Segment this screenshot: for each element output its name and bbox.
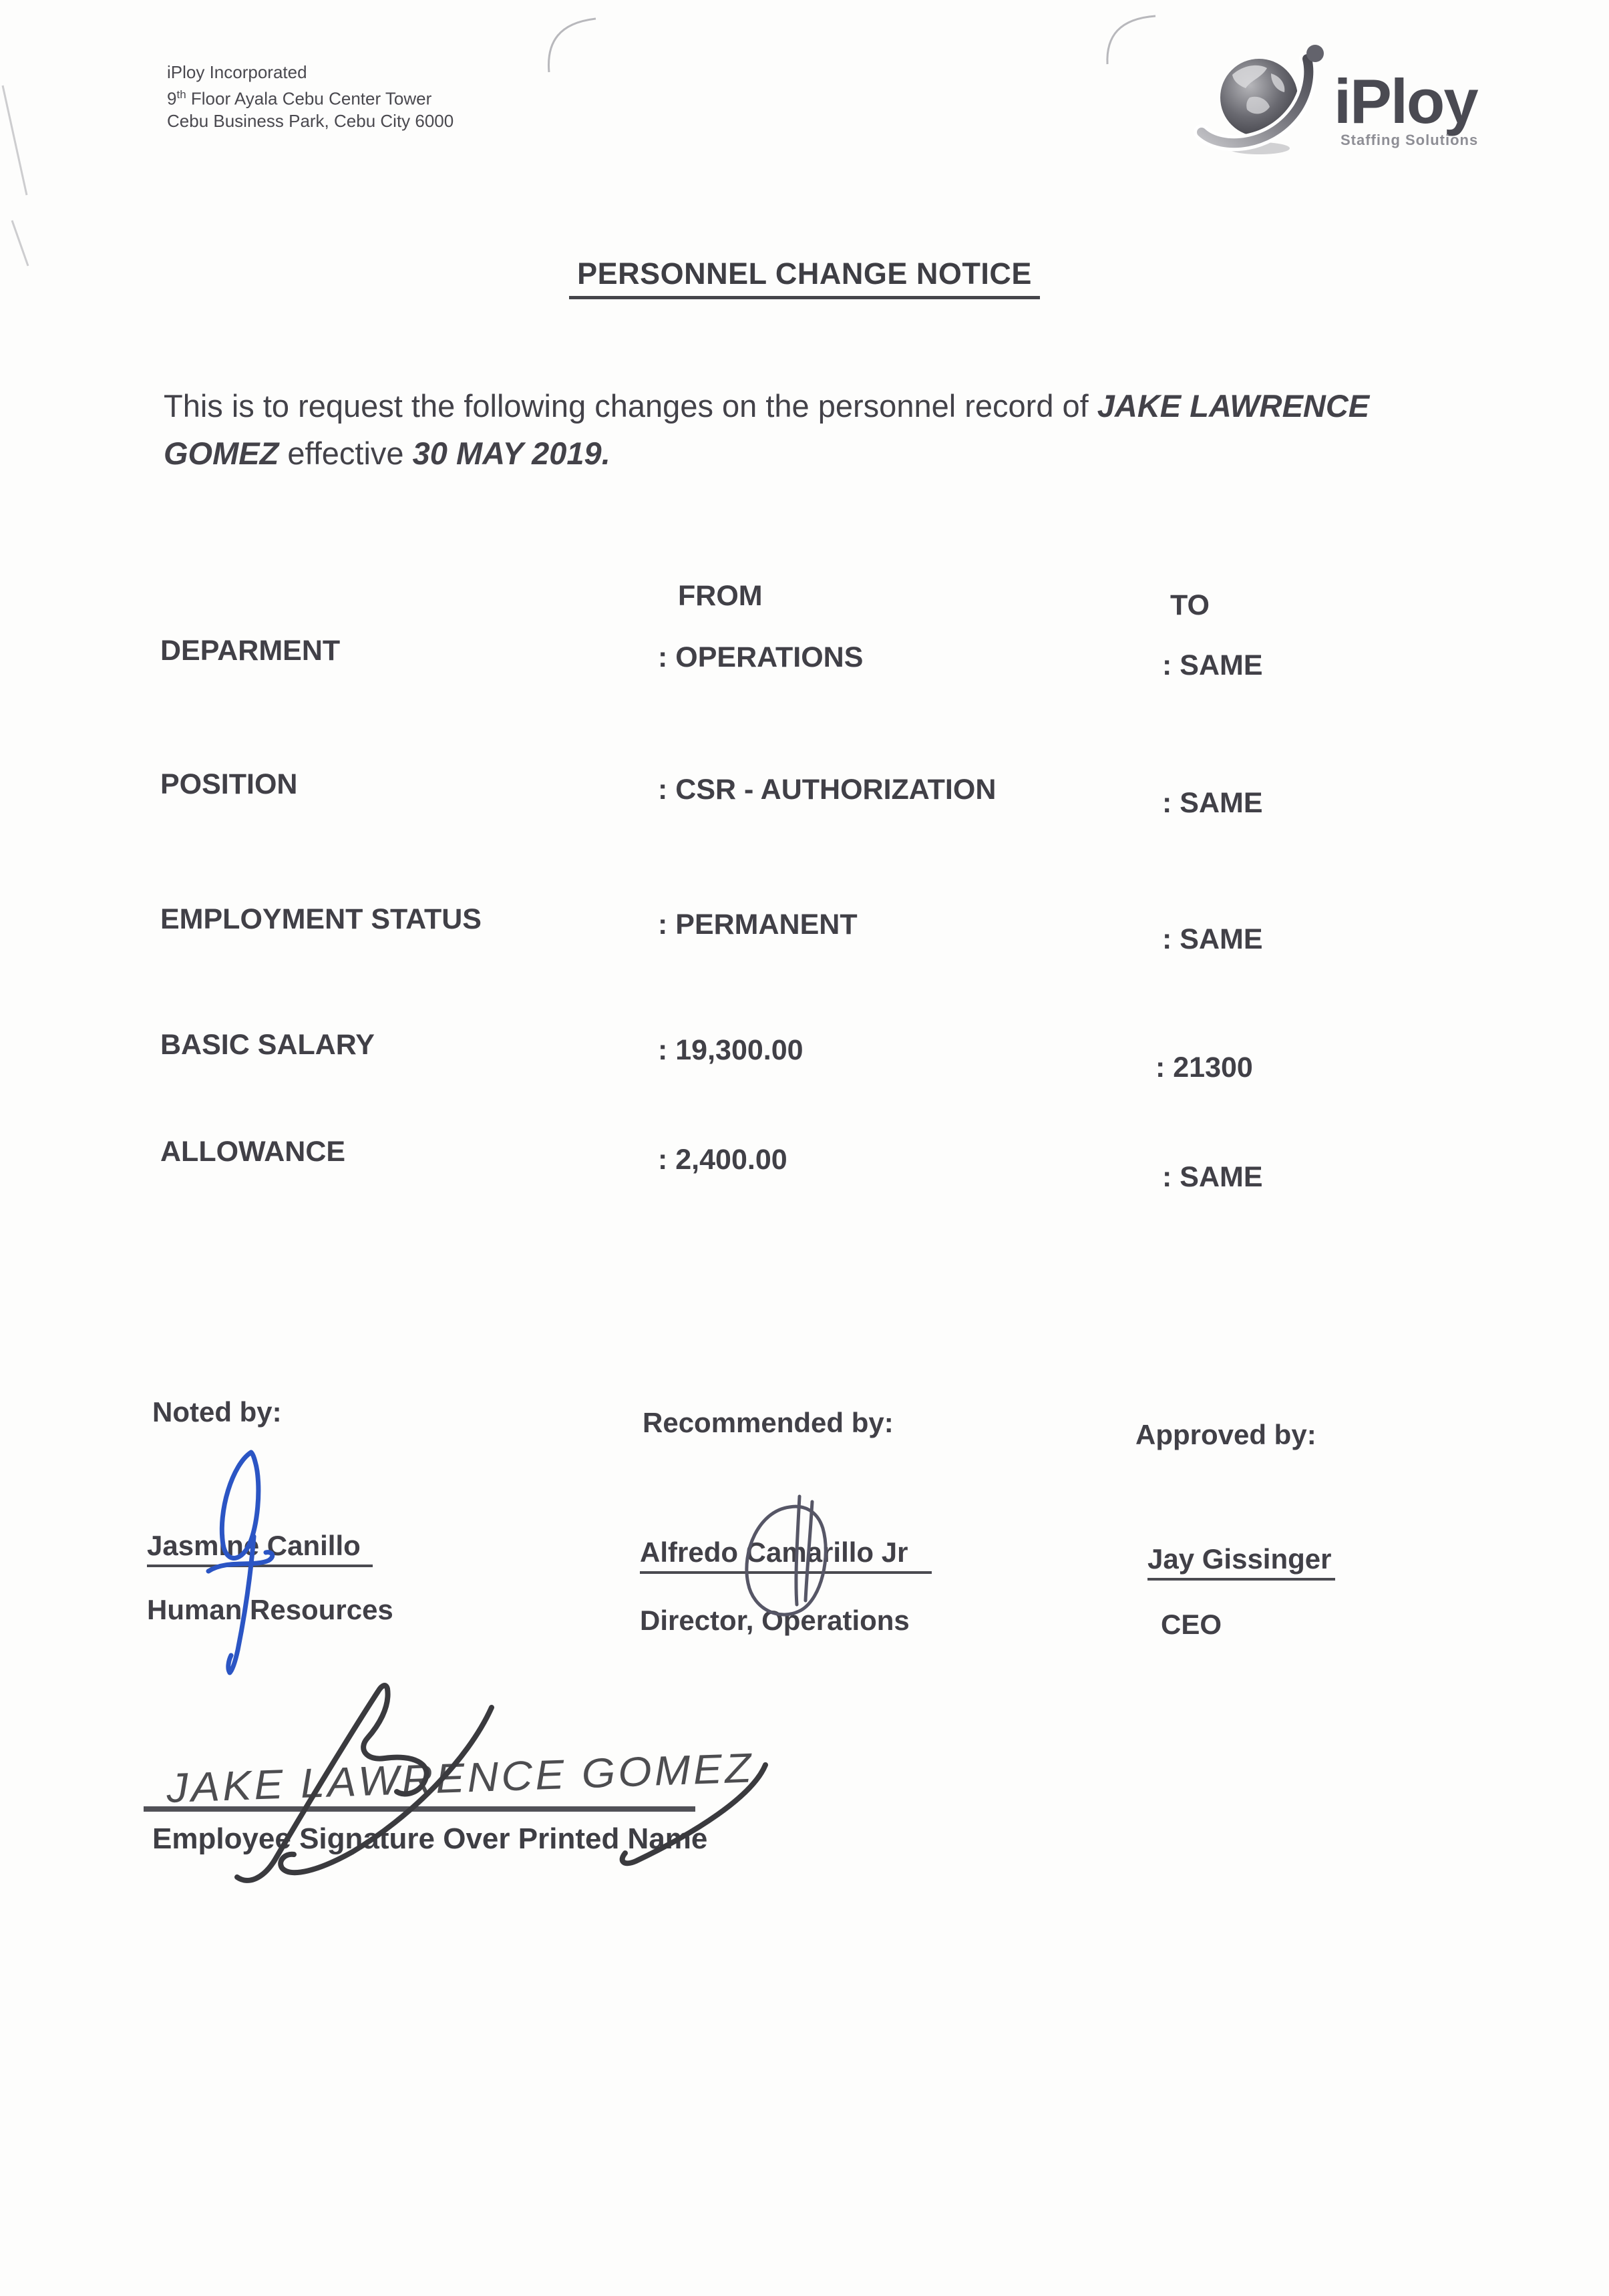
sender-address-line1 <box>167 84 454 110</box>
row-to-value: : 21300 <box>1155 1051 1253 1084</box>
logo-tagline-text: Staffing Solutions <box>1340 132 1479 148</box>
approved-by-name: Jay Gissinger <box>1147 1543 1335 1581</box>
recommended-by-heading: Recommended by: <box>643 1407 894 1438</box>
row-from-value: : OPERATIONS <box>658 641 864 673</box>
employee-name-inline: JAKE LAWRENCE GOMEZ <box>164 388 1387 471</box>
floor-number: 9 <box>167 88 177 109</box>
approved-by-role: CEO <box>1161 1609 1222 1640</box>
row-from-value: : PERMANENT <box>658 909 858 941</box>
sender-company: iPloy Incorporated <box>167 62 307 82</box>
paper-curl-mark <box>549 19 596 72</box>
column-header-from: FROM <box>678 580 763 612</box>
corner-scratch-mark <box>3 86 28 266</box>
employee-signature-caption: Employee Signature Over Printed Name <box>152 1822 708 1855</box>
row-to-value: : SAME <box>1162 787 1263 819</box>
recommended-by-name: Alfredo Camarillo Jr <box>640 1536 932 1574</box>
row-label: ALLOWANCE <box>160 1136 346 1168</box>
noted-by-heading: Noted by: <box>152 1396 282 1428</box>
row-from-value: : 19,300.00 <box>658 1034 803 1066</box>
column-header-to: TO <box>1170 589 1210 621</box>
row-from-value: : CSR - AUTHORIZATION <box>658 774 997 806</box>
address-line1-rest: Floor Ayala Cebu Center Tower <box>186 88 432 109</box>
sender-address-block <box>167 61 454 132</box>
row-label: BASIC SALARY <box>160 1029 375 1061</box>
paper-curl-mark <box>1107 16 1155 64</box>
intro-paragraph <box>164 382 1387 477</box>
recommended-by-role: Director, Operations <box>640 1605 910 1636</box>
row-to-value: : SAME <box>1162 1161 1263 1193</box>
intro-text-between: effective <box>279 436 413 471</box>
row-from-value: : 2,400.00 <box>658 1144 787 1176</box>
employee-signature-line <box>144 1806 695 1812</box>
logo-brand-text: iPloy <box>1334 66 1477 136</box>
row-to-value: : SAME <box>1162 649 1263 681</box>
row-label: POSITION <box>160 768 298 800</box>
noted-by-name: Jasmine Canillo <box>147 1530 373 1567</box>
floor-ordinal: th <box>176 88 186 101</box>
noted-by-role: Human Resources <box>147 1594 393 1625</box>
page-title: PERSONNEL CHANGE NOTICE <box>569 257 1040 299</box>
row-label: EMPLOYMENT STATUS <box>160 903 482 935</box>
person-dot-icon <box>1306 45 1324 62</box>
approved-by-heading: Approved by: <box>1135 1419 1316 1450</box>
row-to-value: : SAME <box>1162 923 1263 955</box>
employee-handwritten-name: JAKE LAWRENCE GOMEZ <box>166 1746 731 1812</box>
intro-text: This is to request the following changes on the personnel record of <box>164 388 1097 424</box>
document-title-row <box>0 257 1609 299</box>
effective-date: 30 MAY 2019. <box>412 436 610 471</box>
row-label: DEPARMENT <box>160 635 341 667</box>
sender-address-line2: Cebu Business Park, Cebu City 6000 <box>167 110 454 131</box>
company-logo <box>1192 33 1499 160</box>
